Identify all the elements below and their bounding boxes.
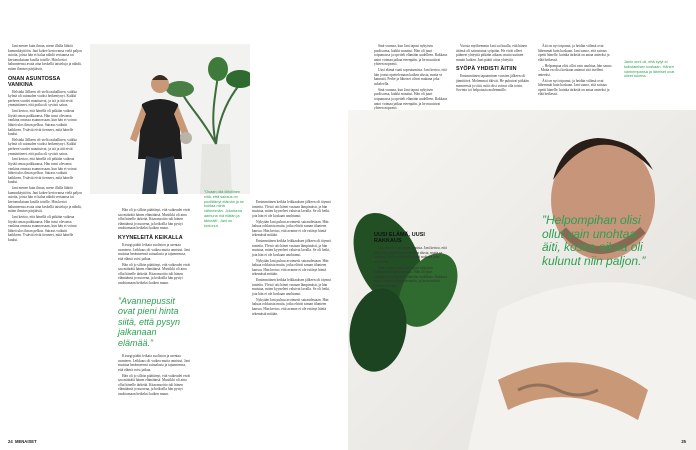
page-number: 24 [8, 439, 13, 444]
portrait-photo [90, 44, 250, 194]
body-text: Äiti on nyt toipunut, ja heidän välinsä ovat lähemmät kuin koskaan. Jani sanoo, että sairaus opetti hänelle, kuinka tärkeää on antaa anteeksi ja elää hetkessä. [538, 78, 610, 97]
body-text: Kirurgi päätti leikata suoliston ja asentaa avanteen. Leikkaus oli vaikea mutta onnistui. Jani muistaa heränneensä sairaalasta ja tajunneensa, että elämä voisi jatkua. [118, 354, 190, 372]
body-text: Vuosia myöhemmin Jani sai kuulla, että hänen äitinsä oli sairastunut syöpään. He eivät olleet pitäneet yhteyttä pitkään aikaan, mutta uutinen muutti kaiken. Jani päätti ottaa yhteyttä. [456, 44, 527, 62]
body-text: Ensimmäinen keikka leikkauksen jälkeen oli täynnä tunteita. Yleisö otti hänet vastaan lämpimästi, ja hän muistaa, miten kyyneleet valuivat lavalla. Se oli hetki, jota hän ei ole koskaan unohtanut. [252, 200, 331, 218]
body-text: Äiti on nyt toipunut, ja heidän välinsä ovat lähemmät kuin koskaan. Jani sanoo, että sairaus opetti hänelle, kuinka tärkeää on antaa anteeksi ja elää hetkessä. [538, 44, 610, 62]
body-text: Nykyään Jani puhuu avoimesti sairaudestaan. Hän haluaa rohkaista muita, jotka elävät saman tilanteen kanssa. Hän kertoo, että avanne ei ole estänyt häntä tekemästä mitään. [252, 297, 329, 316]
body-text: Ensimmäinen tapaaminen vuosien jälkeen oli jännittävä. Molemmat itkivät. He puhuivat pitkään menneestä ja siitä, mitä olisi voinut olla toisin. Sovinto toi helpotusta molemmille. [456, 74, 529, 93]
body-text: Hän oli jo silloin päättänyt, että vaikeudet eivät saa määrätä hänen elämäänsä. Musiikki oli aina ollut hänelle tärkeää. Kitaransoitto tuli hänen elämäänsä jo nuorena, ja keikoilla hän pystyi unohtamaan hetkeksi kaiken muun. [118, 208, 191, 231]
body-text: Uusi elämä vaati sopeutumista. Jani kertoo, että hän joutui opettelemaan kaiken alusta, mutta se kannatti. Perhe ja läheiset olivat mukana joka askeleella. [374, 246, 447, 264]
section-heading: SYÖPÄ YHDISTI ÄITIIN [456, 66, 517, 73]
body-text: Jani menee kuin ilman, mene illalla lähtöä kumonkäyttöön. Jani kokee kertovansa vielä paljon asioita, joista hän ei halua nähdä vertaansa tai kertomuksiaan kuulla toisille. Hän kertoi halunneensa avata aina keskellä taisteluja ja nähdä, miten ihmiset pärjäävät. [8, 186, 82, 214]
section-heading: ONAN ASUNTOSSA VANKINA [8, 75, 61, 88]
page-number: 25 [681, 439, 686, 444]
pull-quote: ”Helpompihan olisi ollut vain unohtaa äiti, koska aikaa oli kulunut niin paljon.” [542, 213, 646, 268]
page-footer [8, 439, 37, 444]
section-heading: UUSI ELÄMÄ, UUSI RAKKAUS [374, 232, 426, 244]
right-column-3 [538, 44, 614, 98]
body-text: Helsinki Jälkeen oli vielä rauhallinen, vaikka kylmä oli sairauden vuoksi heikentynyt. Kaikki perheen vuodet muuttuivat, ja isä ja äiti eivät ymmärtäneet, että poika oli syvästi sairas. [8, 137, 77, 156]
right-page [348, 0, 696, 450]
magazine-name: MENAISET [15, 439, 37, 444]
body-text: Jani menee kuin ilman, mene illalla lähtöä kumonkäyttöön. Jani kokee kertovansa vielä paljon asioita, joista hän ei halua nähdä vertaansa tai kertomuksiaan kuulla toisille. Hän kertoi halunneensa avata aina keskellä taisteluja ja nähdä, miten ihmiset pärjäävät. [8, 44, 82, 71]
body-text: Nykyään Jani puhuu avoimesti sairaudestaan. Hän haluaa rohkaista muita, jotka elävät saman tilanteen kanssa. Hän kertoo, että avanne ei ole estänyt häntä tekemästä mitään. [252, 219, 329, 238]
body-text: Uusi elämä vaati sopeutumista. Jani kertoo, että hän joutui opettelemaan kaiken alusta, mutta se kannatti. Perhe ja läheiset olivat mukana joka askeleella. [374, 68, 447, 86]
body-text: Sinä vuonna, kun Jani tapasi nykyisen puolisonsa, kaikki muuttui. Hän oli juuri toipumassa ja opetteli elämään uudelleen. Rakkaus antoi voimaa jatkaa eteenpäin, ja he muuttivat yhteen nopeasti. [374, 44, 448, 67]
body-text: Jani kertoo, että hänellä oli pitkään vaikeaa löytää omaa paikkaansa. Hän tunsi olevansa vankina omassa asunnossaan, kun hän ei voinut lähteä ulos ilman pelkoa. Sairaus vaikutti kaikkeen. Ystävät eivät tienneet, mitä hänelle kuului. [8, 214, 77, 242]
pull-quote: ”Avannepussit ovat pieni hinta siitä, että pysyn jalkanaan elämää.” [118, 295, 181, 348]
sidebar-note: ”Osaan olla kiitollinen siitä, että sairaus on puolittänyt elämän ja se kohtaa minä vähemmän. Jokaisena aamuna mä elätän ja tärkeää”, Jani on kertonut. [204, 190, 244, 228]
body-text: Ensimmäinen keikka leikkauksen jälkeen oli täynnä tunteita. Yleisö otti hänet vastaan lämpimästi, ja hän muistaa, miten kyyneleet valuivat lavalla. Se oli hetki, jota hän ei ole koskaan unohtanut. [252, 278, 331, 297]
body-text: Helsinki Jälkeen oli vielä rauhallinen, vaikka kylmä oli sairauden vuoksi heikentynyt. Kaikki perheen vuodet muuttuivat, ja isä ja äiti eivät ymmärtäneet, että poika oli syvästi sairas. [8, 89, 77, 108]
left-column-1 [8, 44, 82, 244]
right-column-1 [374, 44, 448, 112]
body-text: Hän oli jo silloin päättänyt, että vaikeudet eivät saa määrätä hänen elämäänsä. Musiikki oli aina ollut hänelle tärkeää. Kitaransoitto tuli hänen elämäänsä jo nuorena, ja keikoilla hän pystyi unohtamaan hetkeksi kaiken muun. [118, 262, 191, 285]
sidebar-note: Janin onni oli, että sytyt ei todistamisen koskaan. Hänen vanhempansa ja läheiset ovat olleet tukena. [624, 60, 675, 79]
right-column-2 [456, 44, 530, 94]
body-text: Hän oli jo silloin päättänyt, että vaikeudet eivät saa määrätä hänen elämäänsä. Musiikki oli aina ollut hänelle tärkeää. Kitaransoitto tuli hänen elämäänsä jo nuorena, ja keikoilla hän pystyi unohtamaan hetkeksi kaiken muun. [118, 373, 191, 396]
body-text: Sinä vuonna, kun Jani tapasi nykyisen puolisonsa, kaikki muuttui. Hän oli juuri toipumassa ja opetteli elämään uudelleen. Rakkaus antoi voimaa jatkaa eteenpäin, ja he muuttivat yhteen nopeasti. [374, 87, 448, 111]
body-text: Kirurgi päätti leikata suoliston ja asentaa avanteen. Leikkaus oli vaikea mutta onnistui. Jani muistaa heränneensä sairaalasta ja tajunneensa, että elämä voisi jatkua. [118, 242, 190, 261]
body-text: – Helpompaa olisi ollut vain unohtaa, hän sanoo. – Mutta en olisi koskaan antanut sitä itselleni anteeksi. [538, 63, 613, 77]
body-text: Jani kertoo, että hänellä oli pitkään vaikeaa löytää omaa paikkaansa. Hän tunsi olevansa vankina omassa asunnossaan, kun hän ei voinut lähteä ulos ilman pelkoa. Sairaus vaikutti kaikkeen. Ystävät eivät tienneet, mitä hänelle kuului. [8, 157, 77, 185]
body-text: Nykyään Jani puhuu avoimesti sairaudestaan. Hän haluaa rohkaista muita, jotka elävät saman tilanteen kanssa. Hän kertoo, että avanne ei ole estänyt häntä tekemästä mitään. [252, 258, 329, 277]
left-column-3 [252, 200, 336, 317]
left-column-2 [118, 208, 192, 398]
body-text: Ensimmäinen keikka leikkauksen jälkeen oli täynnä tunteita. Yleisö otti hänet vastaan lämpimästi, ja hän muistaa, miten kyyneleet valuivat lavalla. Se oli hetki, jota hän ei ole koskaan unohtanut. [252, 239, 331, 257]
right-column-1-lower [374, 228, 448, 290]
body-text: Jani kertoo, että hänellä oli pitkään vaikeaa löytää omaa paikkaansa. Hän tunsi olevansa vankina omassa asunnossaan, kun hän ei voinut lähteä ulos ilman pelkoa. Sairaus vaikutti kaikkeen. Ystävät eivät tienneet, mitä hänelle kuului. [8, 109, 77, 137]
body-text: Sinä vuonna, kun Jani tapasi nykyisen puolisonsa, kaikki muuttui. Hän oli juuri toipumassa ja opetteli elämään uudelleen. Rakkaus antoi voimaa jatkaa eteenpäin, ja he muuttivat yhteen nopeasti. [374, 265, 448, 288]
section-heading: KYYNELEITÄ KEIKALLA [118, 234, 183, 241]
